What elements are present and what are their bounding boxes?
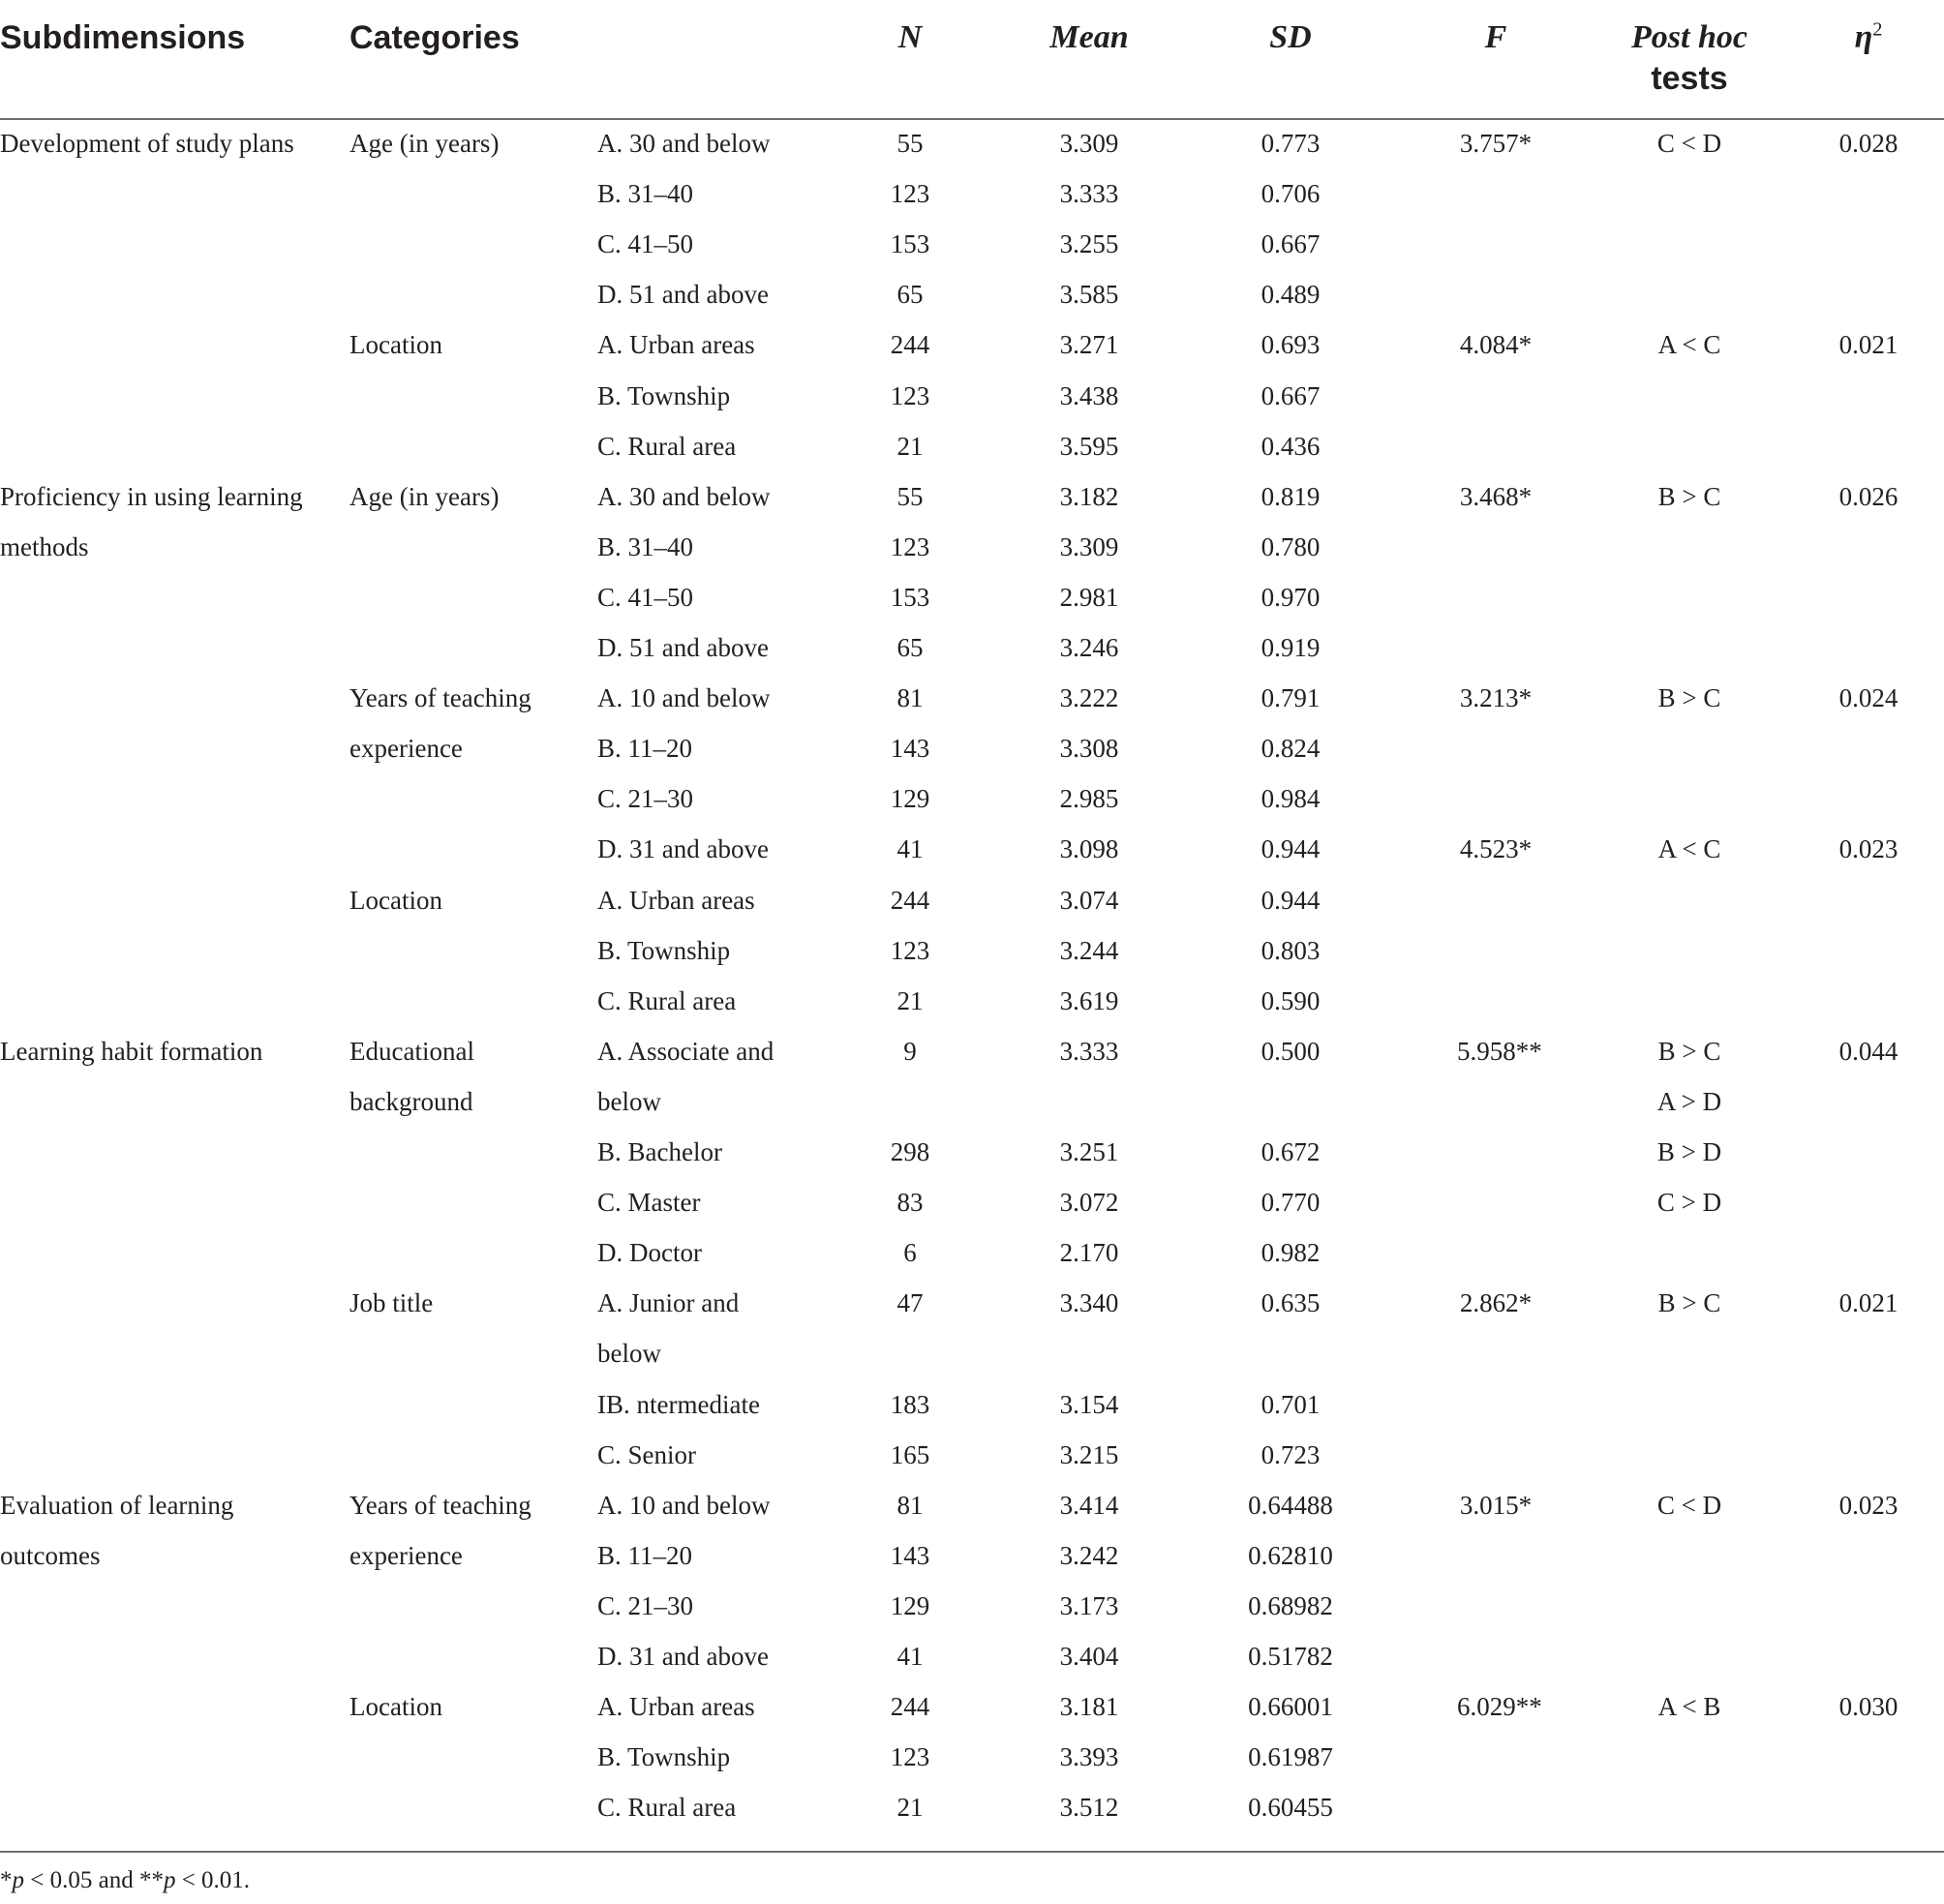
cell-mean: 3.154 xyxy=(1059,1390,1119,1419)
cell-n: 123 xyxy=(890,936,930,965)
cell-level: below xyxy=(597,1087,661,1116)
cell-level: A. Junior and xyxy=(597,1288,740,1317)
cell-sd: 0.723 xyxy=(1261,1440,1321,1469)
cell-level: C. 41–50 xyxy=(597,229,694,258)
cell-sd: 0.803 xyxy=(1261,936,1321,965)
cell-level: C. 41–50 xyxy=(597,583,694,612)
footnote-p2: p xyxy=(163,1867,176,1893)
header-posthoc-line1: Post hoc xyxy=(1631,19,1747,55)
cell-sd: 0.984 xyxy=(1261,784,1321,813)
cell-mean: 3.251 xyxy=(1059,1137,1119,1166)
cell-posthoc: C < D xyxy=(1656,1491,1722,1520)
cell-level: A. 30 and below xyxy=(597,129,771,158)
cell-sd: 0.819 xyxy=(1261,482,1321,511)
cell-mean: 3.309 xyxy=(1059,129,1119,158)
cell-mean: 3.074 xyxy=(1059,886,1119,915)
cell-n: 123 xyxy=(890,381,930,410)
cell-posthoc: B > C xyxy=(1657,1288,1721,1317)
header-n: N xyxy=(897,19,923,55)
cell-n: 9 xyxy=(903,1037,917,1066)
cell-eta: 0.026 xyxy=(1838,482,1898,511)
cell-mean: 3.404 xyxy=(1059,1642,1119,1671)
cell-subdimension: methods xyxy=(0,532,89,561)
cell-sd: 0.701 xyxy=(1261,1390,1321,1419)
cell-n: 244 xyxy=(890,330,930,359)
cell-eta: 0.044 xyxy=(1838,1037,1898,1066)
cell-mean: 3.308 xyxy=(1059,734,1119,763)
cell-subdimension: Development of study plans xyxy=(0,129,294,158)
cell-mean: 3.244 xyxy=(1059,936,1119,965)
cell-category: Location xyxy=(349,330,442,359)
cell-category: Location xyxy=(349,1692,442,1721)
cell-mean: 3.181 xyxy=(1059,1692,1119,1721)
cell-posthoc: B > C xyxy=(1657,683,1721,712)
cell-mean: 3.414 xyxy=(1059,1491,1119,1520)
cell-f: 3.015* xyxy=(1459,1491,1533,1520)
cell-level: D. 51 and above xyxy=(597,280,769,309)
cell-n: 153 xyxy=(890,583,930,612)
cell-f: 3.213* xyxy=(1459,683,1533,712)
header-subdimensions: Subdimensions xyxy=(0,19,246,56)
cell-posthoc: B > D xyxy=(1656,1137,1722,1166)
cell-n: 55 xyxy=(896,482,924,511)
cell-level: B. 11–20 xyxy=(597,734,693,763)
cell-f: 3.468* xyxy=(1459,482,1533,511)
cell-mean: 3.340 xyxy=(1059,1288,1119,1317)
cell-sd: 0.66001 xyxy=(1248,1692,1333,1721)
cell-mean: 3.619 xyxy=(1059,986,1119,1015)
cell-posthoc: A < C xyxy=(1657,834,1721,863)
cell-level: A. Urban areas xyxy=(597,330,755,359)
cell-eta: 0.021 xyxy=(1838,1288,1898,1317)
cell-n: 21 xyxy=(896,432,924,461)
cell-category: Years of teaching xyxy=(349,683,532,712)
cell-category: Age (in years) xyxy=(349,129,500,158)
cell-category: Years of teaching xyxy=(349,1491,532,1520)
cell-n: 143 xyxy=(890,1541,930,1570)
cell-category: experience xyxy=(349,1541,463,1570)
cell-level: C. Senior xyxy=(597,1440,697,1469)
cell-n: 129 xyxy=(890,784,930,813)
cell-level: IB. ntermediate xyxy=(597,1390,760,1419)
cell-level: C. Rural area xyxy=(597,986,737,1015)
cell-level: B. 11–20 xyxy=(597,1541,693,1570)
cell-mean: 3.242 xyxy=(1059,1541,1119,1570)
cell-f: 4.084* xyxy=(1459,330,1533,359)
cell-sd: 0.672 xyxy=(1261,1137,1321,1166)
cell-mean: 3.438 xyxy=(1059,381,1119,410)
cell-n: 81 xyxy=(896,683,924,712)
cell-mean: 3.215 xyxy=(1059,1440,1119,1469)
cell-level: C. Master xyxy=(597,1188,701,1217)
cell-posthoc: A > D xyxy=(1656,1087,1722,1116)
cell-level: below xyxy=(597,1339,661,1368)
cell-sd: 0.919 xyxy=(1261,633,1321,662)
cell-level: A. Urban areas xyxy=(597,1692,755,1721)
cell-sd: 0.51782 xyxy=(1248,1642,1333,1671)
cell-mean: 3.246 xyxy=(1059,633,1119,662)
cell-posthoc: C > D xyxy=(1656,1188,1722,1217)
cell-level: A. 10 and below xyxy=(597,1491,771,1520)
cell-n: 183 xyxy=(890,1390,930,1419)
cell-sd: 0.500 xyxy=(1261,1037,1321,1066)
cell-category: Job title xyxy=(349,1288,434,1317)
cell-mean: 3.309 xyxy=(1059,532,1119,561)
cell-eta: 0.023 xyxy=(1838,1491,1898,1520)
cell-category: background xyxy=(349,1087,473,1116)
cell-sd: 0.64488 xyxy=(1248,1491,1333,1520)
cell-posthoc: B > C xyxy=(1657,482,1721,511)
header-eta xyxy=(1830,17,1907,58)
cell-sd: 0.944 xyxy=(1261,834,1321,863)
cell-mean: 3.222 xyxy=(1059,683,1119,712)
cell-eta: 0.030 xyxy=(1838,1692,1898,1721)
cell-level: B. Township xyxy=(597,381,731,410)
cell-sd: 0.770 xyxy=(1261,1188,1321,1217)
cell-level: C. 21–30 xyxy=(597,784,694,813)
cell-level: B. 31–40 xyxy=(597,532,694,561)
header-posthoc xyxy=(1588,17,1791,100)
header-posthoc-line2: tests xyxy=(1651,60,1728,97)
cell-f: 3.757* xyxy=(1459,129,1533,158)
cell-n: 47 xyxy=(896,1288,924,1317)
header-mean: Mean xyxy=(1049,19,1129,55)
cell-level: C. Rural area xyxy=(597,432,737,461)
cell-mean: 3.271 xyxy=(1059,330,1119,359)
cell-sd: 0.68982 xyxy=(1248,1591,1333,1620)
cell-mean: 3.333 xyxy=(1059,179,1119,208)
cell-category: Location xyxy=(349,886,442,915)
cell-level: C. 21–30 xyxy=(597,1591,694,1620)
cell-n: 55 xyxy=(896,129,924,158)
cell-n: 153 xyxy=(890,229,930,258)
cell-sd: 0.944 xyxy=(1261,886,1321,915)
cell-n: 244 xyxy=(890,1692,930,1721)
cell-f: 2.862* xyxy=(1459,1288,1533,1317)
cell-n: 41 xyxy=(896,834,924,863)
cell-eta: 0.023 xyxy=(1838,834,1898,863)
footnote-star: * xyxy=(0,1867,13,1893)
cell-mean: 3.585 xyxy=(1059,280,1119,309)
cell-n: 244 xyxy=(890,886,930,915)
cell-mean: 3.512 xyxy=(1059,1793,1119,1822)
header-categories: Categories xyxy=(349,19,520,56)
cell-n: 298 xyxy=(890,1137,930,1166)
cell-mean: 2.981 xyxy=(1059,583,1119,612)
cell-mean: 3.072 xyxy=(1059,1188,1119,1217)
cell-subdimension: Evaluation of learning xyxy=(0,1491,234,1520)
cell-level: A. Urban areas xyxy=(597,886,755,915)
cell-level: D. 31 and above xyxy=(597,1642,769,1671)
cell-posthoc: B > C xyxy=(1657,1037,1721,1066)
cell-mean: 2.985 xyxy=(1059,784,1119,813)
cell-sd: 0.773 xyxy=(1261,129,1321,158)
cell-category: Educational xyxy=(349,1037,474,1066)
cell-n: 21 xyxy=(896,1793,924,1822)
header-rule xyxy=(0,118,1944,120)
cell-level: D. 31 and above xyxy=(597,834,769,863)
bottom-rule xyxy=(0,1851,1944,1853)
cell-sd: 0.982 xyxy=(1261,1238,1321,1267)
cell-mean: 2.170 xyxy=(1059,1238,1119,1267)
header-sd: SD xyxy=(1269,19,1312,55)
cell-n: 123 xyxy=(890,1742,930,1771)
cell-level: A. Associate and xyxy=(597,1037,775,1066)
cell-f: 5.958** xyxy=(1457,1037,1542,1066)
cell-sd: 0.635 xyxy=(1261,1288,1321,1317)
cell-eta: 0.024 xyxy=(1838,683,1898,712)
cell-sd: 0.706 xyxy=(1261,179,1321,208)
cell-mean: 3.595 xyxy=(1059,432,1119,461)
cell-level: C. Rural area xyxy=(597,1793,737,1822)
header-eta-superscript: 2 xyxy=(1872,18,1883,41)
cell-mean: 3.173 xyxy=(1059,1591,1119,1620)
cell-sd: 0.489 xyxy=(1261,280,1321,309)
cell-sd: 0.590 xyxy=(1261,986,1321,1015)
cell-sd: 0.61987 xyxy=(1248,1742,1333,1771)
cell-level: D. 51 and above xyxy=(597,633,769,662)
cell-eta: 0.028 xyxy=(1838,129,1898,158)
cell-level: B. 31–40 xyxy=(597,179,694,208)
cell-mean: 3.393 xyxy=(1059,1742,1119,1771)
cell-subdimension: Learning habit formation xyxy=(0,1037,263,1066)
cell-n: 123 xyxy=(890,532,930,561)
cell-eta: 0.021 xyxy=(1838,330,1898,359)
cell-posthoc: C < D xyxy=(1656,129,1722,158)
footnote-text2: < 0.01. xyxy=(175,1867,251,1893)
cell-n: 21 xyxy=(896,986,924,1015)
cell-sd: 0.791 xyxy=(1261,683,1321,712)
cell-posthoc: A < B xyxy=(1657,1692,1721,1721)
cell-sd: 0.667 xyxy=(1261,381,1321,410)
cell-sd: 0.693 xyxy=(1261,330,1321,359)
cell-sd: 0.970 xyxy=(1261,583,1321,612)
header-eta-symbol: η xyxy=(1854,19,1873,55)
cell-level: B. Township xyxy=(597,936,731,965)
cell-sd: 0.667 xyxy=(1261,229,1321,258)
cell-mean: 3.255 xyxy=(1059,229,1119,258)
footnote xyxy=(0,1865,250,1896)
cell-n: 123 xyxy=(890,179,930,208)
cell-subdimension: Proficiency in using learning xyxy=(0,482,303,511)
cell-n: 41 xyxy=(896,1642,924,1671)
cell-sd: 0.780 xyxy=(1261,532,1321,561)
cell-level: B. Bachelor xyxy=(597,1137,722,1166)
cell-n: 129 xyxy=(890,1591,930,1620)
cell-f: 4.523* xyxy=(1459,834,1533,863)
cell-sd: 0.60455 xyxy=(1248,1793,1333,1822)
cell-mean: 3.182 xyxy=(1059,482,1119,511)
cell-n: 83 xyxy=(896,1188,924,1217)
header-f: F xyxy=(1484,19,1507,55)
cell-posthoc: A < C xyxy=(1657,330,1721,359)
cell-level: A. 30 and below xyxy=(597,482,771,511)
cell-sd: 0.436 xyxy=(1261,432,1321,461)
cell-mean: 3.098 xyxy=(1059,834,1119,863)
cell-n: 6 xyxy=(903,1238,917,1267)
cell-n: 165 xyxy=(890,1440,930,1469)
footnote-p1: p xyxy=(12,1867,24,1893)
cell-sd: 0.62810 xyxy=(1248,1541,1333,1570)
cell-f: 6.029** xyxy=(1457,1692,1542,1721)
cell-level: B. Township xyxy=(597,1742,731,1771)
cell-n: 143 xyxy=(890,734,930,763)
cell-sd: 0.824 xyxy=(1261,734,1321,763)
cell-n: 65 xyxy=(896,280,924,309)
cell-n: 81 xyxy=(896,1491,924,1520)
cell-mean: 3.333 xyxy=(1059,1037,1119,1066)
cell-level: D. Doctor xyxy=(597,1238,702,1267)
cell-subdimension: outcomes xyxy=(0,1541,101,1570)
cell-category: Age (in years) xyxy=(349,482,500,511)
cell-n: 65 xyxy=(896,633,924,662)
footnote-text1: < 0.05 and ** xyxy=(24,1867,164,1893)
cell-level: A. 10 and below xyxy=(597,683,771,712)
cell-category: experience xyxy=(349,734,463,763)
